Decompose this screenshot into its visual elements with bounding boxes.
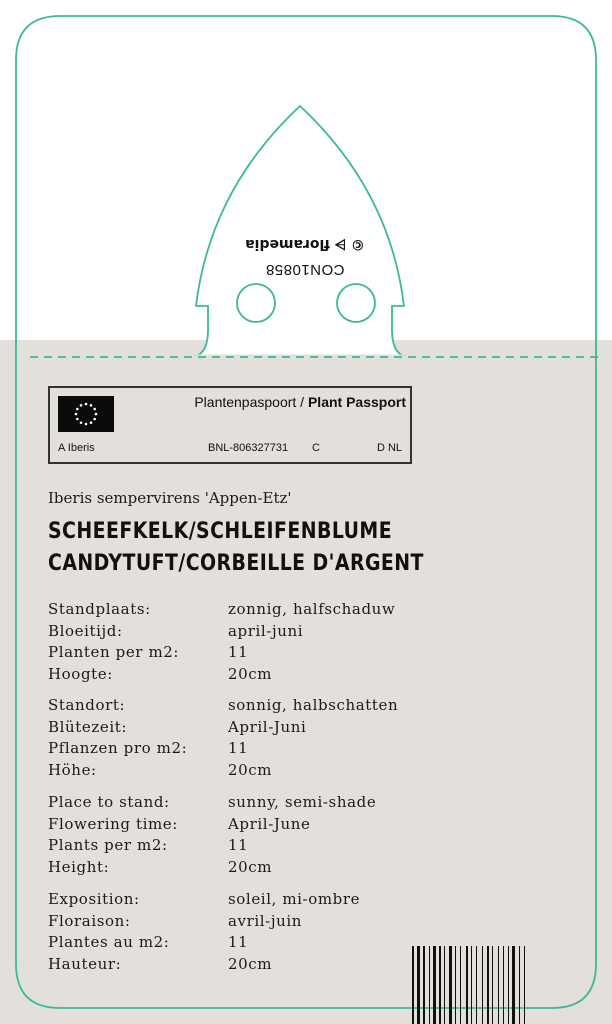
info-value: 11 [228, 933, 249, 952]
info-row [48, 814, 468, 836]
info-value: 11 [228, 739, 249, 758]
info-row [48, 857, 468, 879]
info-label: Flowering time: [48, 814, 178, 833]
info-group-en [48, 792, 468, 879]
info-value: zonnig, halfschaduw [228, 600, 396, 618]
info-group-de [48, 695, 468, 782]
latin-name: Iberis sempervirens 'Appen-Etz' [48, 489, 292, 507]
info-label: Standort: [48, 696, 126, 714]
eu-star [76, 418, 79, 421]
info-row [48, 738, 468, 760]
hole-left [237, 284, 275, 322]
brand-logo [240, 232, 370, 252]
info-row [48, 932, 468, 954]
info-value: 20cm [228, 858, 273, 877]
passport-field-c: C [312, 442, 320, 454]
passport-title [158, 394, 406, 410]
info-row [48, 599, 468, 621]
eu-star [90, 421, 93, 424]
barcode-bar [524, 946, 525, 1024]
info-label: Place to stand: [48, 793, 170, 811]
info-value: 11 [228, 836, 249, 855]
info-label: Planten per m2: [48, 643, 180, 662]
barcode-bar [471, 946, 472, 1024]
product-code: CON10858 [265, 261, 345, 278]
info-row [48, 695, 468, 717]
eu-star [75, 413, 78, 416]
passport-field-a: A Iberis [58, 442, 95, 454]
info-group-nl [48, 599, 468, 686]
info-group-fr [48, 889, 468, 976]
barcode-bar [498, 946, 499, 1024]
brand-name: floramedia [245, 236, 330, 252]
info-value: 11 [228, 643, 249, 662]
info-value: 20cm [228, 665, 273, 684]
barcode-bar [512, 946, 515, 1024]
info-label: Plantes au m2: [48, 933, 170, 952]
info-value: avril-juin [228, 911, 303, 930]
info-row [48, 621, 468, 643]
barcode-bar [503, 946, 504, 1024]
barcode-bar [508, 946, 509, 1024]
passport-field-b: BNL-806327731 [208, 442, 289, 454]
info-value: soleil, mi-ombre [228, 890, 361, 908]
info-row [48, 835, 468, 857]
info-value: april-juni [228, 621, 304, 640]
eu-star [85, 403, 88, 406]
hole-right [337, 284, 375, 322]
barcode-bar [487, 946, 489, 1024]
eu-star [93, 408, 96, 411]
plant-passport-box [48, 386, 412, 464]
info-row [48, 760, 468, 782]
info-label: Pflanzen pro m2: [48, 739, 188, 758]
common-name-2: CANDYTUFT/CORBEILLE D'ARGENT [48, 551, 424, 576]
info-label: Hauteur: [48, 955, 122, 974]
eu-flag-icon [58, 396, 114, 432]
info-value: April-Juni [228, 717, 307, 736]
info-value: sunny, semi-shade [228, 793, 377, 811]
info-row [48, 911, 468, 933]
passport-title-plain: Plantenpaspoort / [194, 394, 308, 410]
info-label: Floraison: [48, 911, 131, 930]
info-row [48, 664, 468, 686]
info-label: Exposition: [48, 890, 140, 908]
barcode-bar [519, 946, 520, 1024]
info-label: Height: [48, 858, 110, 877]
eu-star [85, 423, 88, 426]
barcode-bar [476, 946, 477, 1024]
info-value: 20cm [228, 955, 273, 974]
info-value: April-June [228, 814, 311, 833]
eu-star [95, 413, 98, 416]
barcode-bar [492, 946, 493, 1024]
info-row [48, 717, 468, 739]
eu-star [90, 404, 93, 407]
info-row [48, 889, 468, 911]
common-name-1: SCHEEFKELK/SCHLEIFENBLUME [48, 519, 393, 544]
eu-stars-icon [66, 399, 106, 429]
passport-title-bold: Plant Passport [307, 394, 406, 410]
eu-star [80, 404, 83, 407]
passport-fields [58, 442, 402, 458]
info-row [48, 642, 468, 664]
info-label: Höhe: [48, 761, 97, 780]
info-value: sonnig, halbschatten [228, 696, 399, 714]
eu-star [76, 408, 79, 411]
info-label: Bloeitijd: [48, 621, 123, 640]
info-label: Plants per m2: [48, 836, 168, 855]
info-label: Standplaats: [48, 600, 151, 618]
eu-star [93, 418, 96, 421]
copyright-mark: © [350, 236, 365, 252]
info-row [48, 792, 468, 814]
eu-star [80, 421, 83, 424]
hanger-shape [196, 106, 404, 356]
info-value: 20cm [228, 761, 273, 780]
info-label: Blütezeit: [48, 717, 128, 736]
info-label: Hoogte: [48, 665, 113, 684]
barcode-bar [482, 946, 483, 1024]
floramedia-leaf-icon: ⩥ [334, 236, 346, 252]
passport-field-d: D NL [376, 442, 402, 454]
info-row [48, 954, 468, 976]
